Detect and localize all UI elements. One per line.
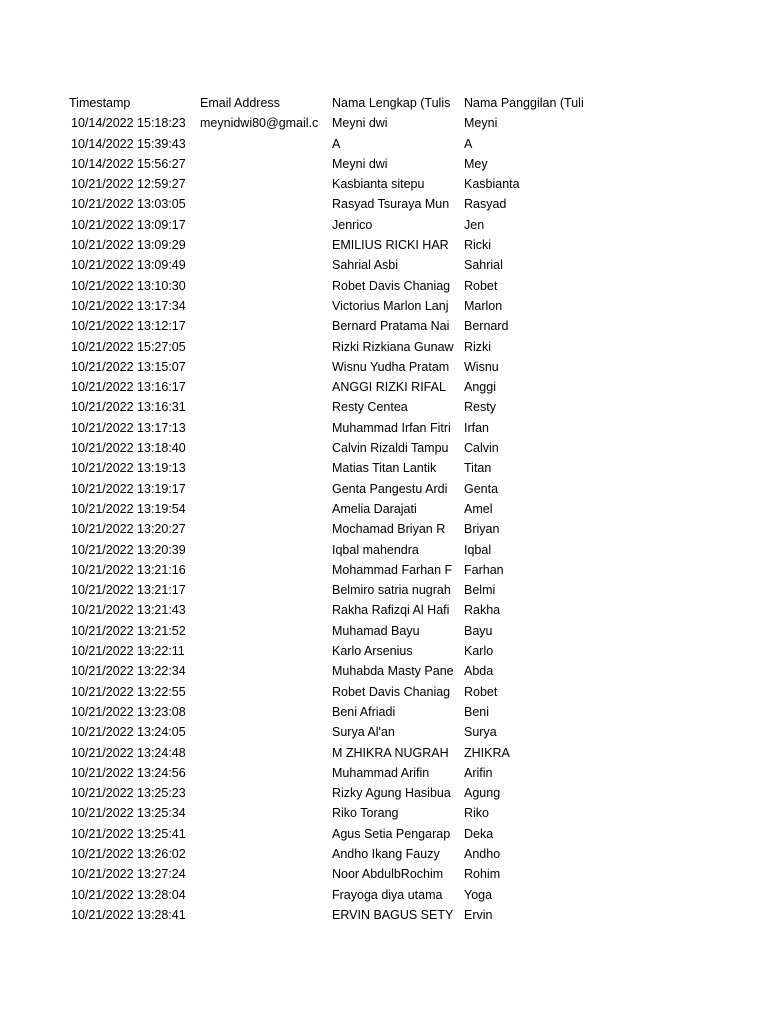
table-row: [0, 600, 768, 620]
table-row: [0, 113, 768, 133]
cell-full-name: Bernard Pratama Nai: [332, 319, 450, 334]
cell-full-name: Muhammad Arifin: [332, 765, 430, 780]
cell-nickname: Briyan: [464, 522, 500, 537]
cell-timestamp: 10/21/2022 13:19:54: [71, 501, 186, 516]
cell-nickname: A: [464, 136, 473, 151]
cell-nickname: Arifin: [464, 765, 493, 780]
cell-timestamp: 10/21/2022 13:09:29: [71, 238, 186, 253]
table-row: [0, 519, 768, 539]
cell-nickname: Bayu: [464, 623, 493, 638]
cell-full-name: Frayoga diya utama: [332, 887, 443, 902]
cell-timestamp: 10/21/2022 13:17:13: [71, 420, 186, 435]
cell-timestamp: 10/21/2022 13:16:31: [71, 400, 186, 415]
cell-timestamp: 10/21/2022 13:21:17: [71, 583, 186, 598]
cell-full-name: Sahrial Asbi: [332, 258, 399, 273]
cell-full-name: Beni Afriadi: [332, 704, 396, 719]
cell-full-name: M ZHIKRA NUGRAH: [332, 745, 449, 760]
cell-nickname: Surya: [464, 725, 497, 740]
table-row: [0, 418, 768, 438]
cell-timestamp: 10/21/2022 13:09:17: [71, 217, 186, 232]
cell-timestamp: 10/21/2022 13:25:23: [71, 786, 186, 801]
cell-nickname: Resty: [464, 400, 496, 415]
table-body: [0, 113, 768, 925]
cell-full-name: Iqbal mahendra: [332, 542, 419, 557]
cell-timestamp: 10/21/2022 13:12:17: [71, 319, 186, 334]
cell-nickname: Beni: [464, 704, 490, 719]
cell-timestamp: 10/14/2022 15:39:43: [71, 136, 186, 151]
cell-timestamp: 10/21/2022 13:19:13: [71, 461, 186, 476]
cell-full-name: Resty Centea: [332, 400, 408, 415]
cell-nickname: Abda: [464, 664, 494, 679]
cell-full-name: Jenrico: [332, 217, 373, 232]
cell-timestamp: 10/21/2022 13:28:04: [71, 887, 186, 902]
cell-full-name: Noor AbdulbRochim: [332, 867, 444, 882]
cell-nickname: Agung: [464, 786, 501, 801]
cell-nickname: Kasbianta: [464, 177, 520, 192]
table-row: [0, 621, 768, 641]
cell-timestamp: 10/14/2022 15:18:23: [71, 116, 186, 131]
table-row: [0, 641, 768, 661]
cell-nickname: Meyni: [464, 116, 498, 131]
table-row: [0, 397, 768, 417]
cell-full-name: Muhamad Bayu: [332, 623, 420, 638]
cell-nickname: Rasyad: [464, 197, 507, 212]
cell-full-name: Rizky Agung Hasibua: [332, 786, 451, 801]
cell-full-name: Genta Pangestu Ardi: [332, 481, 448, 496]
table-row: [0, 296, 768, 316]
cell-full-name: Rizki Rizkiana Gunaw: [332, 339, 454, 354]
table-row: [0, 276, 768, 296]
table-row: [0, 174, 768, 194]
header-email: Email Address: [200, 96, 280, 110]
table-row: [0, 803, 768, 823]
cell-timestamp: 10/21/2022 13:03:05: [71, 197, 186, 212]
spreadsheet-table: [0, 93, 768, 925]
cell-full-name: Meyni dwi: [332, 156, 388, 171]
cell-timestamp: 10/21/2022 13:21:43: [71, 603, 186, 618]
cell-timestamp: 10/21/2022 13:24:48: [71, 745, 186, 760]
cell-nickname: Andho: [464, 846, 501, 861]
cell-timestamp: 10/21/2022 13:21:16: [71, 562, 186, 577]
table-row: [0, 844, 768, 864]
cell-timestamp: 10/21/2022 12:59:27: [71, 177, 186, 192]
cell-full-name: Rasyad Tsuraya Mun: [332, 197, 450, 212]
cell-timestamp: 10/21/2022 13:10:30: [71, 278, 186, 293]
table-row: [0, 154, 768, 174]
cell-nickname: Robet: [464, 684, 498, 699]
cell-full-name: Victorius Marlon Lanj: [332, 298, 449, 313]
cell-timestamp: 10/21/2022 13:24:56: [71, 765, 186, 780]
cell-full-name: Surya Al'an: [332, 725, 395, 740]
table-row: [0, 134, 768, 154]
cell-nickname: Farhan: [464, 562, 504, 577]
cell-full-name: Wisnu Yudha Pratam: [332, 359, 450, 374]
cell-full-name: Muhabda Masty Pane: [332, 664, 454, 679]
cell-timestamp: 10/21/2022 13:24:05: [71, 725, 186, 740]
header-full-name: Nama Lengkap (Tulis: [332, 96, 451, 110]
cell-nickname: Genta: [464, 481, 499, 496]
cell-full-name: ANGGI RIZKI RIFAL: [332, 380, 446, 395]
table-row: [0, 682, 768, 702]
table-row: [0, 885, 768, 905]
table-row: [0, 722, 768, 742]
table-row: [0, 560, 768, 580]
cell-timestamp: 10/21/2022 13:25:34: [71, 806, 186, 821]
cell-timestamp: 10/21/2022 13:19:17: [71, 481, 186, 496]
cell-nickname: Iqbal: [464, 542, 492, 557]
cell-nickname: Rizki: [464, 339, 492, 354]
table-row: [0, 377, 768, 397]
cell-timestamp: 10/21/2022 13:20:39: [71, 542, 186, 557]
cell-nickname: Riko: [464, 806, 490, 821]
cell-full-name: Amelia Darajati: [332, 501, 417, 516]
cell-nickname: Rakha: [464, 603, 501, 618]
cell-nickname: Calvin: [464, 441, 499, 456]
cell-nickname: Mey: [464, 156, 488, 171]
cell-full-name: Agus Setia Pengarap: [332, 826, 451, 841]
cell-timestamp: 10/21/2022 13:15:07: [71, 359, 186, 374]
cell-nickname: Anggi: [464, 380, 496, 395]
cell-nickname: Belmi: [464, 583, 496, 598]
cell-timestamp: 10/21/2022 13:25:41: [71, 826, 186, 841]
table-row: [0, 580, 768, 600]
cell-email: meynidwi80@gmail.c: [200, 116, 319, 131]
cell-full-name: Andho Ikang Fauzy: [332, 846, 440, 861]
cell-timestamp: 10/21/2022 15:27:05: [71, 339, 186, 354]
cell-full-name: Matias Titan Lantik: [332, 461, 437, 476]
cell-nickname: Amel: [464, 501, 493, 516]
cell-timestamp: 10/21/2022 13:09:49: [71, 258, 186, 273]
cell-full-name: Meyni dwi: [332, 116, 388, 131]
table-row: [0, 702, 768, 722]
table-row: [0, 905, 768, 925]
cell-timestamp: 10/21/2022 13:22:34: [71, 664, 186, 679]
cell-nickname: Wisnu: [464, 359, 499, 374]
cell-timestamp: 10/21/2022 13:20:27: [71, 522, 186, 537]
cell-nickname: Ricki: [464, 238, 492, 253]
cell-nickname: Robet: [464, 278, 498, 293]
table-row: [0, 864, 768, 884]
cell-full-name: Rakha Rafizqi Al Hafi: [332, 603, 450, 618]
cell-full-name: Mochamad Briyan R: [332, 522, 446, 537]
cell-nickname: Bernard: [464, 319, 509, 334]
cell-nickname: Deka: [464, 826, 494, 841]
cell-full-name: ERVIN BAGUS SETY: [332, 907, 454, 922]
table-row: [0, 316, 768, 336]
table-row: [0, 479, 768, 499]
cell-nickname: Irfan: [464, 420, 490, 435]
table-row: [0, 763, 768, 783]
cell-nickname: Ervin: [464, 907, 493, 922]
cell-nickname: Karlo: [464, 644, 494, 659]
cell-full-name: A: [332, 136, 341, 151]
cell-timestamp: 10/14/2022 15:56:27: [71, 156, 186, 171]
table-row: [0, 235, 768, 255]
cell-full-name: Karlo Arsenius: [332, 644, 413, 659]
table-row: [0, 255, 768, 275]
table-row: [0, 215, 768, 235]
cell-nickname: Titan: [464, 461, 492, 476]
cell-nickname: Rohim: [464, 867, 501, 882]
cell-timestamp: 10/21/2022 13:28:41: [71, 907, 186, 922]
cell-nickname: Marlon: [464, 298, 503, 313]
cell-nickname: Sahrial: [464, 258, 503, 273]
table-row: [0, 438, 768, 458]
cell-full-name: EMILIUS RICKI HAR: [332, 238, 449, 253]
cell-full-name: Mohammad Farhan F: [332, 562, 453, 577]
cell-full-name: Kasbianta sitepu: [332, 177, 425, 192]
cell-full-name: Riko Torang: [332, 806, 399, 821]
header-row: [0, 93, 768, 113]
cell-nickname: Jen: [464, 217, 485, 232]
cell-timestamp: 10/21/2022 13:17:34: [71, 298, 186, 313]
cell-timestamp: 10/21/2022 13:27:24: [71, 867, 186, 882]
table-row: [0, 458, 768, 478]
header-timestamp: Timestamp: [69, 96, 131, 110]
cell-full-name: Calvin Rizaldi Tampu: [332, 441, 449, 456]
cell-timestamp: 10/21/2022 13:26:02: [71, 846, 186, 861]
cell-nickname: Yoga: [464, 887, 493, 902]
cell-timestamp: 10/21/2022 13:18:40: [71, 441, 186, 456]
cell-full-name: Robet Davis Chaniag: [332, 278, 451, 293]
table-row: [0, 661, 768, 681]
cell-timestamp: 10/21/2022 13:22:55: [71, 684, 186, 699]
header-nickname: Nama Panggilan (Tuli: [464, 96, 584, 110]
table-row: [0, 824, 768, 844]
table-row: [0, 357, 768, 377]
cell-timestamp: 10/21/2022 13:23:08: [71, 704, 186, 719]
table-row: [0, 540, 768, 560]
table-row: [0, 337, 768, 357]
cell-full-name: Belmiro satria nugrah: [332, 583, 451, 598]
cell-nickname: ZHIKRA: [464, 745, 510, 760]
cell-timestamp: 10/21/2022 13:22:11: [71, 644, 185, 659]
table-row: [0, 499, 768, 519]
cell-timestamp: 10/21/2022 13:21:52: [71, 623, 186, 638]
cell-timestamp: 10/21/2022 13:16:17: [71, 380, 186, 395]
cell-full-name: Robet Davis Chaniag: [332, 684, 451, 699]
cell-full-name: Muhammad Irfan Fitri: [332, 420, 451, 435]
table-row: [0, 783, 768, 803]
table-row: [0, 194, 768, 214]
table-row: [0, 743, 768, 763]
